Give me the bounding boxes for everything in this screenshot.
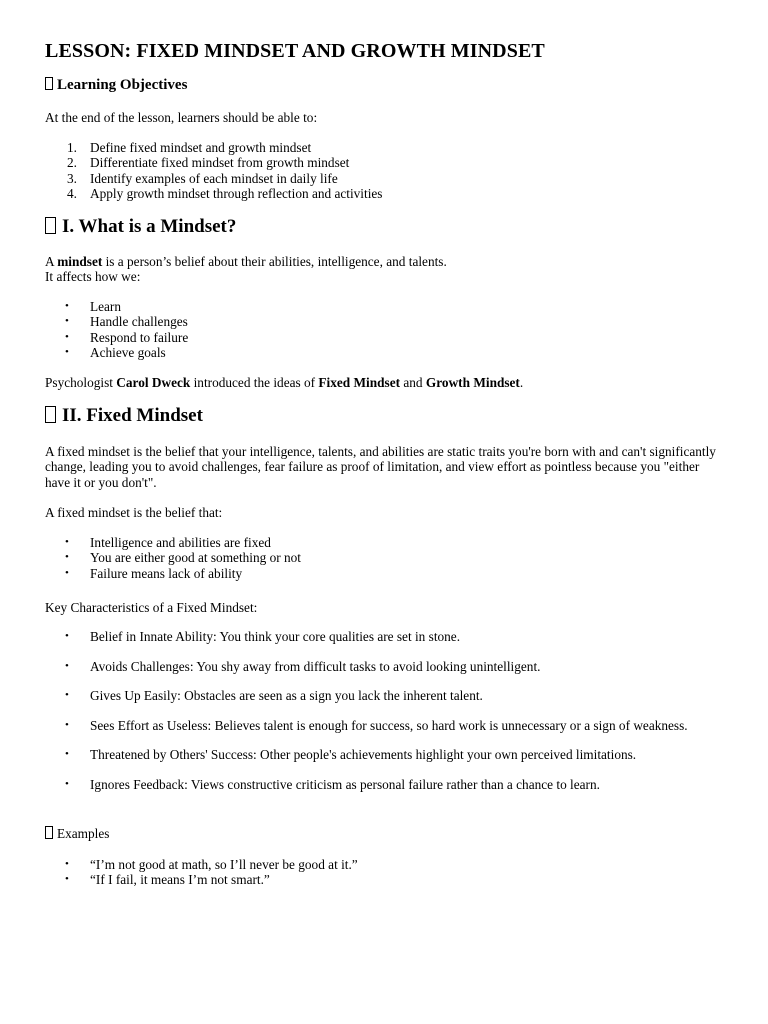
list-item: • Respond to failure xyxy=(45,330,188,345)
list-item: 3. Identify examples of each mindset in daily life xyxy=(67,170,338,186)
section-heading-what-is-mindset: I. What is a Mindset? xyxy=(45,216,236,238)
page-title: LESSON: FIXED MINDSET AND GROWTH MINDSET xyxy=(45,40,545,62)
objectives-list xyxy=(45,140,382,201)
examples-heading: Examples xyxy=(45,826,109,841)
objectives-heading-text: Learning Objectives xyxy=(57,77,188,93)
missing-glyph-icon xyxy=(45,77,53,90)
fixed-mindset-paragraph: A fixed mindset is the belief that your intelligence, talents, and abilities are static traits you're born with and can't significantly change, leading you to avoid challenges, fear failure as proof of limitation, and view effort as pointless because you "either have it or you don't". xyxy=(45,444,716,490)
list-item: • Belief in Innate Ability: You think your core qualities are set in stone. xyxy=(45,627,725,646)
list-item: 4. Apply growth mindset through reflection and activities xyxy=(67,185,383,201)
mindset-effects-list xyxy=(45,299,188,360)
objectives-heading xyxy=(45,77,187,94)
list-item: • Avoids Challenges: You shy away from difficult tasks to avoid looking unintelligent. xyxy=(45,657,725,676)
list-item: • Learn xyxy=(45,299,188,314)
missing-glyph-icon xyxy=(45,826,53,839)
dweck-statement: Psychologist Carol Dweck introduced the ideas of Fixed Mindset and Growth Mindset. xyxy=(45,375,524,390)
fixed-beliefs-list xyxy=(45,535,301,581)
objectives-intro: At the end of the lesson, learners should be able to: xyxy=(45,110,318,125)
list-item: 1. Define fixed mindset and growth mindset xyxy=(67,140,312,155)
list-item: • “I’m not good at math, so I’ll never be good at it.” xyxy=(45,857,358,872)
list-item: • Failure means lack of ability xyxy=(45,566,301,581)
examples-list xyxy=(45,857,358,888)
fixed-belief-intro: A fixed mindset is the belief that: xyxy=(45,505,223,520)
list-item: • You are either good at something or not xyxy=(45,550,301,565)
list-item: • Sees Effort as Useless: Believes talent is enough for success, so hard work is unnecessary or a sign of weakness. xyxy=(45,716,725,735)
mindset-definition: A mindset is a person’s belief about their abilities, intelligence, and talents. It affects how we: xyxy=(45,254,447,285)
list-item: • Threatened by Others' Success: Other people's achievements highlight your own perceived limitations. xyxy=(45,745,725,764)
list-item: • Ignores Feedback: Views constructive criticism as personal failure rather than a chance to learn. xyxy=(45,775,725,794)
list-item: • Handle challenges xyxy=(45,314,188,329)
section-heading-fixed-mindset: II. Fixed Mindset xyxy=(45,405,203,427)
key-characteristics-intro: Key Characteristics of a Fixed Mindset: xyxy=(45,600,258,615)
list-item: 2. Differentiate fixed mindset from growth mindset xyxy=(67,155,350,171)
missing-glyph-icon xyxy=(45,217,56,234)
characteristics-list xyxy=(45,627,725,804)
list-item: • Gives Up Easily: Obstacles are seen as a sign you lack the inherent talent. xyxy=(45,686,725,705)
list-item: • Intelligence and abilities are fixed xyxy=(45,535,301,550)
list-item: • Achieve goals xyxy=(45,345,188,360)
list-item: • “If I fail, it means I’m not smart.” xyxy=(45,872,358,887)
missing-glyph-icon xyxy=(45,406,56,423)
